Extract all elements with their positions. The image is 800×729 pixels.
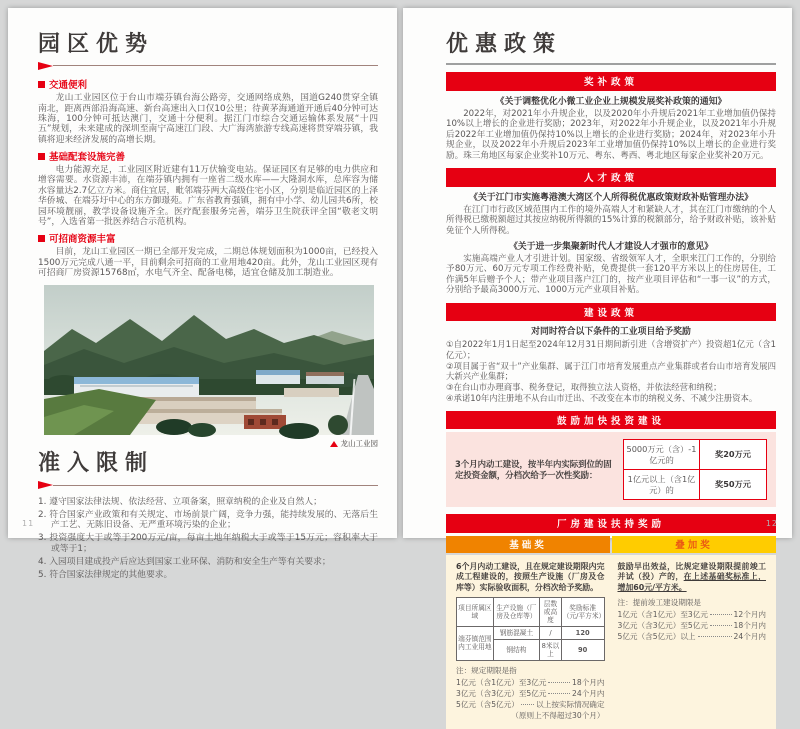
bonus-award-column — [618, 562, 767, 721]
policy-body: 实施高端产业人才引进计划。国家级、省级领军人才，全职来江门工作的，分别给予80万元、60万元专项工作经费补贴，免费提供一套120平方米以上的住房居住，工作满5年后赠予个人；带产业项目落户江门的，按产业项目评估和“一事一议”的方式，分别给予最高3000万元、1000万元产业项目补贴。 — [446, 253, 776, 296]
note-row — [456, 688, 605, 699]
standard-cell: 90 — [561, 639, 604, 660]
base-award-column — [456, 562, 605, 721]
policy-body: 2022年，对2021年小升规企业，以及2020年小升规后2021年工业增加值仍保持10%以上增长的企业进行奖励；2023年，对2022年小升规企业，以及2021年小升规后2022年工业增加值仍保持10%以上增长的企业进行奖励；2024年，对2023年小升规企业，以及2022年小升规后2023年工业增加值仍保持10%以上增长的企业进行奖励。珠三角地区每家企业奖补10万元、粤东、粤西、粤北地区每家企业奖补20万元。 — [446, 108, 776, 161]
park-photo-figure — [44, 285, 378, 449]
bonus-award-desc — [618, 562, 767, 593]
table-header-cell: 生产设施（厂房及仓库等） — [493, 597, 539, 626]
table-row — [457, 626, 605, 639]
section-heading-label: 基础配套设施完善 — [49, 152, 126, 164]
section-heading-label: 可招商资源丰富 — [49, 234, 116, 246]
note-label: 3亿元（含3亿元）至5亿元 — [617, 620, 708, 630]
block-transport — [38, 77, 378, 145]
banner-construction-policy: 建设政策 — [446, 303, 776, 322]
note-value: 24个月内 — [572, 688, 605, 698]
banner-factory-support: 厂房建设扶持奖励 — [446, 514, 776, 533]
dotted-leader — [710, 614, 732, 615]
page-left — [8, 8, 397, 580]
flag-icon — [38, 481, 53, 489]
invest-table — [623, 439, 767, 500]
base-award-desc: 6个月内动工建设，且在规定建设期限内完成工程建设的，按照生产设施（厂房及仓库等）实际验收面积，分档次给予奖励。 — [456, 562, 605, 592]
section-heading-transport — [38, 77, 378, 91]
facility-cell: 钢筋混凝土 — [493, 626, 539, 639]
photo-caption-text: 龙山工业园 — [340, 439, 378, 449]
dotted-leader — [548, 693, 570, 694]
list-item: 5. 符合国家法律规定的其他要求。 — [38, 569, 173, 580]
square-bullet-icon — [38, 153, 45, 160]
table-header-cell: 层数或高度 — [540, 597, 562, 626]
note-value: 18个月内 — [733, 620, 766, 630]
base-note-title: 注：规定期限是指 — [456, 665, 517, 675]
page-title-advantages: 园区优势 — [38, 31, 155, 57]
invest-range-cell: 1亿元以上（含1亿元）的 — [624, 470, 700, 500]
bonus-award-header: 叠加奖 — [612, 536, 776, 554]
section-heading-resources — [38, 231, 378, 245]
height-cell: / — [540, 626, 562, 639]
section-body: 目前，龙山工业园区一期已全部开发完成，二期总体规划面积为1000亩，已经投入1500万元完成八通一平，目前剩余可招商的工业用地420亩。此外，龙山工业园区现有可招商厂房资源15768㎡，水电气齐全、配备电梯，适宜仓储及加工制造业。 — [38, 247, 378, 279]
dotted-leader — [710, 625, 732, 626]
note-label: 5亿元（含5亿元） — [456, 699, 519, 709]
invest-range-cell: 5000万元（含）-1亿元的 — [624, 440, 700, 470]
page-number-right: 12 — [765, 519, 778, 528]
policy-body: 在江门市行政区域范围内工作的境外高端人才和紧缺人才，其在江门市缴纳的个人所得税已缴税额超过其按应纳税所得额的15%计算的税额部分，给予财政补贴，该补贴免征个人所得税。 — [446, 204, 776, 236]
note-value: 12个月内 — [733, 609, 766, 619]
banner-talent-policy: 人才政策 — [446, 168, 776, 187]
dotted-leader — [548, 682, 570, 683]
title-underline — [446, 63, 776, 65]
page-number-left: 11 — [22, 519, 35, 528]
title-rule — [38, 61, 378, 70]
banner-invest-acceleration: 鼓励加快投资建设 — [446, 411, 776, 430]
flag-icon — [38, 62, 53, 70]
rule-line — [53, 485, 378, 486]
condition-line: ②项目属于省“双十”产业集群、属于江门市培育发展重点产业集群或者台山市培育发展四大新兴产业集群； — [446, 360, 776, 382]
list-item: 3. 投资强度大于或等于200万元/亩，每亩土地年纳税大于或等于15万元；容积率大于或等于1； — [38, 533, 378, 554]
note-label: 5亿元（含5亿元）以上 — [617, 631, 696, 641]
condition-line: ③在台山市办理商事、税务登记，取得独立法人资格，并依法经营和纳税； — [446, 382, 722, 392]
invest-award-cell: 奖50万元 — [700, 470, 767, 500]
square-bullet-icon — [38, 235, 45, 242]
doc-title: 《关于江门市实施粤港澳大湾区个人所得税优惠政策财政补贴管理办法》 — [469, 192, 753, 203]
note-value: 24个月内 — [733, 631, 766, 641]
condition-line: ④承诺10年内注册地不从台山市迁出、不改变在本市的纳税义务、不减少注册资本。 — [446, 392, 758, 403]
page-right — [403, 8, 792, 720]
restrictions-list — [38, 497, 378, 581]
note-label: 1亿元（含1亿元）至3亿元 — [617, 609, 708, 619]
region-cell: 端芬镇范围内工业用地 — [457, 626, 494, 660]
bonus-note-title: 注：提前竣工建设期限是 — [617, 597, 702, 607]
factory-panel — [446, 555, 776, 729]
caption-marker-icon — [330, 441, 338, 447]
block-resources — [38, 231, 378, 278]
page-title-policies: 优惠政策 — [446, 31, 563, 57]
condition-line: ①自2022年1月1日起至2024年12月31日期间新引进（含增资扩产）投资超1亿元（含1亿元）； — [446, 339, 776, 360]
height-cell: 8米以上 — [540, 639, 562, 660]
note-label: 1亿元（含1亿元）至3亿元 — [456, 677, 547, 687]
section-heading-label: 交通便利 — [49, 80, 88, 92]
photo-caption — [44, 438, 378, 449]
invest-desc: 3个月内动工建设，按半年内实际到位的固定投资金额，分档次给予一次性奖励： — [455, 458, 612, 480]
rule-line — [53, 65, 378, 66]
table-header-cell: 奖励标准（元/平方米） — [561, 597, 604, 626]
note-row — [456, 699, 605, 710]
invest-award-cell: 奖20万元 — [700, 440, 767, 470]
note-label: 3亿元（含3亿元）至5亿元 — [456, 688, 547, 698]
bonus-desc-part2: 在上述基础奖标准上，增加60元/平方米。 — [617, 572, 766, 592]
doc-title: 《关于进一步集聚新时代人才建设人才强市的意见》 — [508, 241, 714, 252]
facility-cell: 钢结构 — [493, 639, 539, 660]
dotted-leader — [521, 704, 534, 705]
doc-title: 《关于调整优化小微工业企业上规模发展奖补政策的通知》 — [495, 96, 727, 107]
title-rule — [38, 481, 378, 490]
section-heading-infrastructure — [38, 149, 378, 163]
factory-headers — [446, 536, 776, 554]
note-row — [618, 631, 767, 642]
section-body: 电力能源充足，工业园区附近建有11万伏输变电站。保证园区有足够的电力供应和增容需要。水资源丰沛，在端芬镇内拥有一座省二级水库——大隆洞水库，总库容为储水容量达2.7亿立方米。商住宜居，毗邻端芬两大高级住宅小区，分别是临近园区的上泽华侨城、在端芬圩中心的东方御璟苑。广东省教育强镇，拥有中小学、幼儿园共6所，校园环境靓丽，教学设备设施齐全。医疗配套服务完善，端芬卫生院获评全国“敬老文明号”，入选省第一批医养结合示范机构。 — [38, 165, 378, 227]
note-value: 以上按实际情况确定 — [536, 699, 605, 709]
list-item: 2. 符合国家产业政策和有关规定、市场前景广阔，竞争力强，能持续发展的、无落后生产工艺、无陈旧设备、无严重环境污染的企业； — [38, 509, 378, 531]
page-title-restrictions: 准入限制 — [38, 450, 155, 477]
table-header-row — [457, 597, 605, 626]
list-item: 1. 遵守国家法律法规、依法经营、立项备案，照章纳税的企业及自然人； — [38, 496, 322, 507]
note-row — [618, 620, 767, 631]
note-row — [618, 609, 767, 620]
invest-panel — [446, 432, 776, 507]
note-value: 18个月内 — [572, 677, 605, 687]
note-row — [456, 677, 605, 688]
standard-cell: 120 — [561, 626, 604, 639]
park-aerial-photo — [44, 285, 374, 435]
base-award-table — [456, 597, 605, 661]
base-award-header: 基础奖 — [446, 536, 610, 554]
banner-reward-policy: 奖补政策 — [446, 72, 776, 91]
table-row — [624, 470, 767, 500]
table-header-cell: 项目所属区域 — [457, 597, 494, 626]
bonus-desc-part1: 鼓励早出效益，比规定建设期限提前竣工并试（投）产的， — [617, 562, 766, 582]
block-infrastructure — [38, 149, 378, 227]
square-bullet-icon — [38, 81, 45, 88]
list-item: 4. 入园项目建成投产后应达到国家工业环保、消防和安全生产等有关要求； — [38, 556, 331, 567]
table-row — [624, 440, 767, 470]
base-note-extra: （原则上不得超过30个月） — [511, 710, 605, 720]
section-body: 龙山工业园区位于台山市端芬镇台海公路旁，交通网络成熟，国道G240贯穿全镇南北，距离西部沿海高速、新台高速出入口仅10公里；待黄茅海通道开通后40分钟可达珠海，100分钟可抵达澳门，交通十分便利。据江门市综合交通运输体系发展“十四五”规划，未来建成的深圳至南宁高速江门段、大广海湾旅游专线高速将贯穿端芬镇，我镇将迎来经济发展的高增长期。 — [38, 93, 378, 145]
construction-subtitle: 对同时符合以下条件的工业项目给予奖励 — [531, 327, 691, 337]
dotted-leader — [698, 636, 732, 637]
